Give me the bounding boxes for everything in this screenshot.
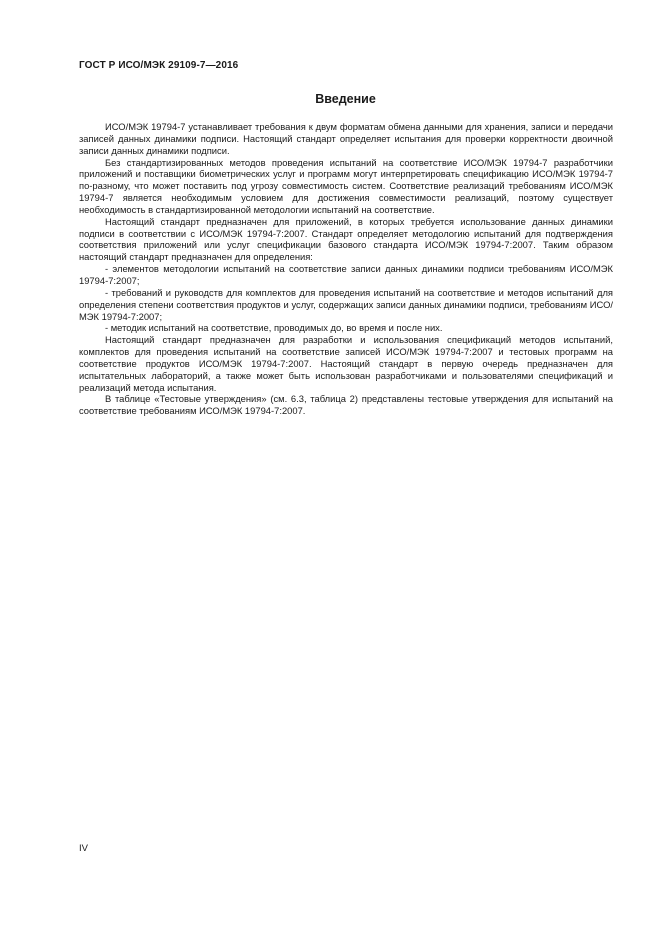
paragraph-3: Настоящий стандарт предназначен для приложений, в которых требуется использование данных динамики подписи в соответствии с ИСО/МЭК 19794-7:2007. Стандарт определяет методологию испытаний для подтверждения соответствия приложений или услуг спецификации базового стандарта ИСО/МЭК 19794-7:2007. Таким образом настоящий стандарт предназначен для определения:	[79, 215, 613, 263]
list-item-2: - требований и руководств для комплектов для проведения испытаний на соответствие и методов испытаний для определения степени соответствия продуктов и услуг, содержащих записи данных динамики подписи, требованиям ИСО/МЭК 19794-7:2007;	[79, 286, 613, 322]
body-text	[79, 121, 613, 417]
section-title: Введение	[315, 92, 376, 106]
paragraph-5: В таблице «Тестовые утверждения» (см. 6.3, таблица 2) представлены тестовые утверждения для испытаний на соответствие требованиям ИСО/МЭК 19794-7:2007.	[79, 393, 613, 417]
standard-header: ГОСТ Р ИСО/МЭК 29109-7—2016	[79, 60, 239, 71]
list-item-3: - методик испытаний на соответствие, проводимых до, во время и после них.	[105, 322, 443, 334]
paragraph-2: Без стандартизированных методов проведения испытаний на соответствие ИСО/МЭК 19794-7 разработчики приложений и поставщики биометрических услуг и программ могут интерпретировать спецификацию ИСО/МЭК 19794-7 по-разному, что может поставить под угрозу совместимость систем. Соответствие реализаций требованиям ИСО/МЭК 19794-7 является необходимым условием для достижения совместимости реализаций, поэтому существует необходимость в стандартизированной методологии испытаний на соответствие.	[79, 156, 613, 215]
list-item-1: - элементов методологии испытаний на соответствие записи данных динамики подписи требованиям ИСО/МЭК 19794-7:2007;	[79, 263, 613, 286]
paragraph-4: Настоящий стандарт предназначен для разработки и использования спецификаций методов испытаний, комплектов для проведения испытаний на соответствие записей ИСО/МЭК 19794-7:2007 и тестовых программ на соответствие продуктов ИСО/МЭК 19794-7:2007. Настоящий стандарт в первую очередь предназначен для испытательных лабораторий, а также может быть использован разработчиками и пользователями спецификаций и реализаций метода испытания.	[79, 334, 613, 393]
page-number: IV	[79, 843, 88, 854]
paragraph-1: ИСО/МЭК 19794-7 устанавливает требования к двум форматам обмена данными для хранения, записи и передачи записей данных динамики подписи. Настоящий стандарт определяет испытания для проверки корректности двоичной записи данных динамики подписи.	[79, 121, 613, 156]
